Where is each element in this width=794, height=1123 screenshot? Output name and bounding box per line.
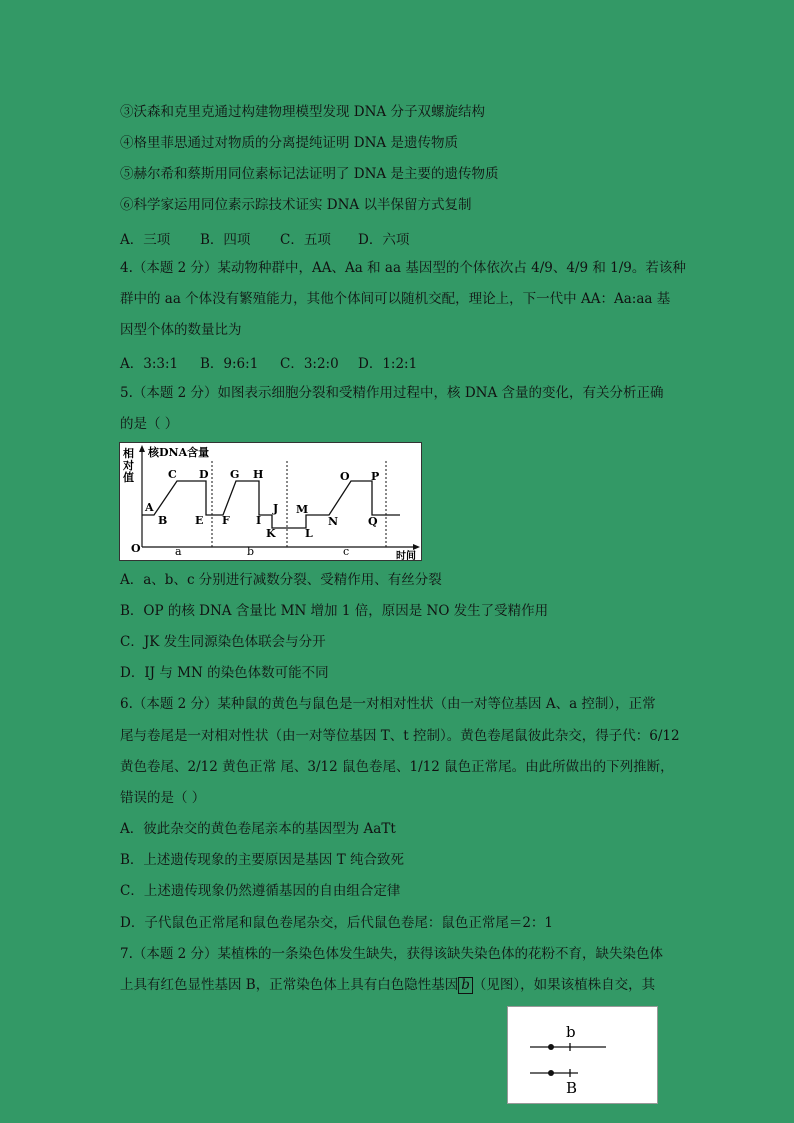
point-label-m: M <box>296 503 309 516</box>
statement-3: ③沃森和克里克通过构建物理模型发现 DNA 分子双螺旋结构 <box>120 104 485 120</box>
gene-b-boxed: b <box>458 977 473 994</box>
q3-option-b: B．四项 <box>200 232 251 248</box>
q3-option-a: A．三项 <box>120 232 171 248</box>
point-label-e: E <box>195 514 204 527</box>
point-label-c: C <box>168 468 177 481</box>
origin-label: O <box>131 542 141 555</box>
point-label-f: F <box>222 514 230 527</box>
q4-option-c: C．3:2:0 <box>280 356 339 372</box>
q4-option-a: A．3:3:1 <box>120 356 179 372</box>
q5-option-c: C．JK 发生同源染色体联会与分开 <box>120 634 326 650</box>
graph-title: 核DNA含量 <box>148 446 210 459</box>
point-label-j: J <box>273 502 279 515</box>
point-label-n: N <box>328 515 339 528</box>
xlabel: 时间 <box>396 551 416 560</box>
chromosome-diagram <box>508 1007 657 1103</box>
chromosome-figure <box>507 1006 658 1104</box>
point-label-h: H <box>253 468 264 481</box>
dna-content-figure <box>119 442 422 561</box>
q5-option-d: D．IJ 与 MN 的染色体数可能不同 <box>120 665 329 681</box>
gene-label-B: B <box>566 1079 578 1097</box>
gene-label-b: b <box>566 1023 576 1041</box>
q6-option-c: C．上述遗传现象仍然遵循基因的自由组合定律 <box>120 883 401 899</box>
statement-4: ④格里菲思通过对物质的分离提纯证明 DNA 是遗传物质 <box>120 135 458 151</box>
point-label-b: B <box>158 514 168 527</box>
point-label-g: G <box>230 468 240 481</box>
q6-option-b: B．上述遗传现象的主要原因是基因 T 纯合致死 <box>120 852 405 868</box>
q5-line-2: 的是（ ） <box>120 416 179 432</box>
point-label-l: L <box>305 527 313 540</box>
segment-label-a: a <box>175 545 182 558</box>
centromere-top <box>548 1044 554 1050</box>
point-label-o: O <box>340 470 350 483</box>
point-label-p: P <box>371 470 380 483</box>
q4-line-2: 群中的 aa 个体没有繁殖能力，其他个体间可以随机交配，理论上，下一代中 AA：Aa:aa 基 <box>120 291 671 307</box>
q4-line-1: 4.（本题 2 分）某动物种群中，AA、Aa 和 aa 基因型的个体依次占 4/9、4/9 和 1/9。若该种 <box>120 260 686 276</box>
ylabel-char-1: 相 <box>123 447 134 460</box>
q5-line-1: 5.（本题 2 分）如图表示细胞分裂和受精作用过程中，核 DNA 含量的变化，有关分析正确 <box>120 385 664 401</box>
point-label-a: A <box>145 501 154 514</box>
ylabel-char-2: 对 <box>123 459 134 472</box>
y-axis-arrow <box>139 445 145 452</box>
q5-option-b: B．OP 的核 DNA 含量比 MN 增加 1 倍，原因是 NO 发生了受精作用 <box>120 603 549 619</box>
q3-option-c: C．五项 <box>280 232 331 248</box>
q7-line-2 <box>120 975 655 995</box>
q5-option-a: A．a、b、c 分别进行减数分裂、受精作用、有丝分裂 <box>120 572 442 588</box>
centromere-bottom <box>548 1070 554 1076</box>
q6-line-2: 尾与卷尾是一对相对性状（由一对等位基因 T、t 控制）。黄色卷尾鼠彼此杂交，得子代：6/12 <box>120 728 680 744</box>
dna-curve <box>142 481 400 528</box>
q6-line-4: 错误的是（ ） <box>120 790 206 806</box>
q4-option-d: D．1:2:1 <box>358 356 418 372</box>
x-axis-arrow <box>413 544 420 550</box>
q7-line-1: 7.（本题 2 分）某植株的一条染色体发生缺失，获得该缺失染色体的花粉不育，缺失染色体 <box>120 946 664 962</box>
dna-content-graph <box>120 443 421 560</box>
q6-option-d: D．子代鼠色正常尾和鼠色卷尾杂交，后代鼠色卷尾：鼠色正常尾＝2：1 <box>120 915 554 931</box>
segment-label-c: c <box>343 545 350 558</box>
q4-option-b: B．9:6:1 <box>200 356 259 372</box>
segment-label-b: b <box>247 545 255 558</box>
ylabel-char-3: 值 <box>123 471 134 484</box>
point-label-q: Q <box>368 515 378 528</box>
statement-6: ⑥科学家运用同位素示踪技术证实 DNA 以半保留方式复制 <box>120 197 472 213</box>
q4-line-3: 因型个体的数量比为 <box>120 322 242 338</box>
q7-line-2-text-b: （见图），如果该植株自交，其 <box>472 977 656 993</box>
q6-line-1: 6.（本题 2 分）某种鼠的黄色与鼠色是一对相对性状（由一对等位基因 A、a 控制），正常 <box>120 696 656 712</box>
point-label-i: I <box>256 514 262 527</box>
point-label-k: K <box>266 527 276 540</box>
q6-option-a: A．彼此杂交的黄色卷尾亲本的基因型为 AaTt <box>120 821 396 837</box>
point-label-d: D <box>199 468 209 481</box>
q7-line-2-text-a: 上具有红色显性基因 B，正常染色体上具有白色隐性基因 <box>120 977 459 993</box>
statement-5: ⑤赫尔希和蔡斯用同位素标记法证明了 DNA 是主要的遗传物质 <box>120 166 499 182</box>
q3-option-d: D．六项 <box>358 232 410 248</box>
q6-line-3: 黄色卷尾、2/12 黄色正常 尾、3/12 鼠色卷尾、1/12 鼠色正常尾。由此所做出的下列推断， <box>120 759 674 775</box>
